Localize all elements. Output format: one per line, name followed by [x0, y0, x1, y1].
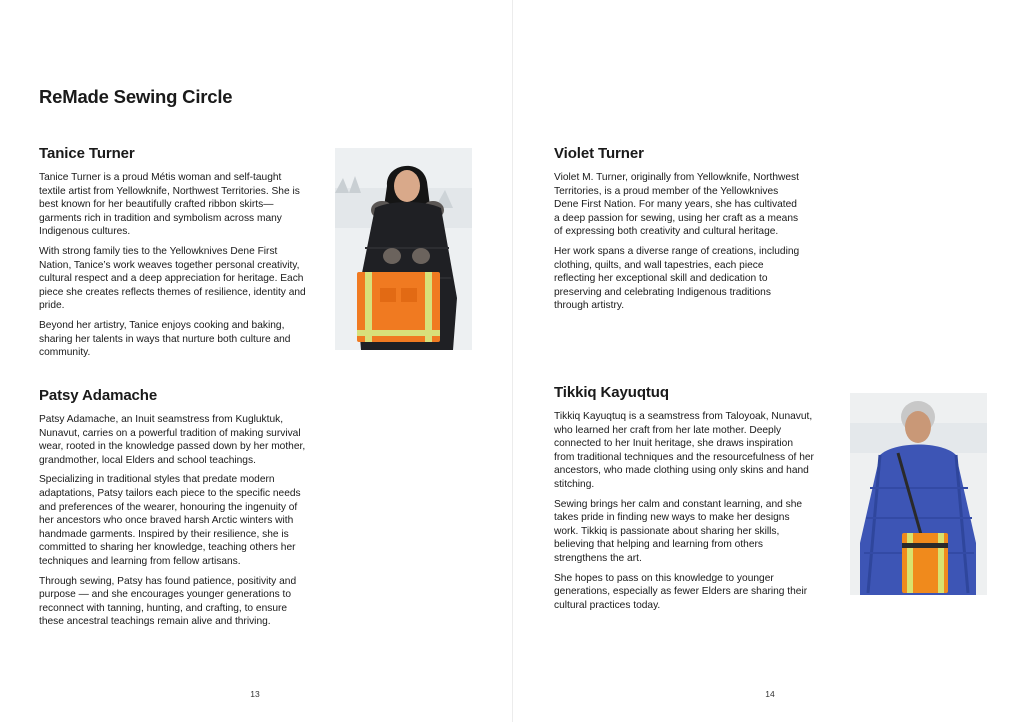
bio-paragraph: Sewing brings her calm and constant learning, and she takes pride in finding new ways to make her designs work. Tikkiq is passionate about sharing her skills, believing that helping and learning from others strengthens the art.	[554, 498, 803, 564]
profile-name-tikkiq: Tikkiq Kayuqtuq	[554, 384, 669, 401]
portrait-illustration-tikkiq	[850, 393, 987, 595]
bio-paragraph: Violet M. Turner, originally from Yellowknife, Northwest Territories, is a proud member of the Yellowknives Dene First Nation. For many years, she has cultivated a deep passion for sewing, using her craft as a means of expressing both creativity and cultural heritage.	[554, 172, 799, 238]
portrait-photo-tanice	[335, 148, 472, 350]
profile-bio-tanice	[39, 171, 307, 366]
page-number-left: 13	[250, 689, 260, 699]
bio-paragraph: Her work spans a diverse range of creations, including clothing, quilts, and wall tapestries, each piece reflecting her exceptional skill and dedication to preserving and celebrating Indigenous traditions through artistry.	[554, 245, 800, 312]
portrait-photo-tikkiq	[850, 393, 987, 595]
bio-paragraph: Tanice Turner is a proud Métis woman and self-taught textile artist from Yellowknife, Northwest Territories. She is best known for her beautifully crafted ribbon skirts—garments rich in tradition and symbolism across many Indigenous cultures.	[39, 172, 300, 238]
document-title: ReMade Sewing Circle	[39, 86, 233, 107]
bio-paragraph: Specializing in traditional styles that predate modern adaptations, Patsy tailors each piece to the specific needs and preferences of the wearer, honouring the ingenuity of her ancestors who once braved harsh Arctic winters with handmade garments. Inspired by their resilience, she is committed to sharing her knowledge, teaching others her techniques and learning from fellow artisans.	[39, 474, 301, 567]
profile-bio-violet	[554, 171, 802, 319]
bio-paragraph: With strong family ties to the Yellowknives Dene First Nation, Tanice’s work weaves together personal creativity, cultural respect and a deep appreciation for heritage. Each piece she creates reflects themes of resilience, identity and pride.	[39, 245, 306, 312]
bio-paragraph: She hopes to pass on this knowledge to younger generations, especially as fewer Elders are sharing their cultural practices today.	[554, 572, 808, 611]
profile-bio-tikkiq	[554, 410, 816, 618]
bio-paragraph: Through sewing, Patsy has found patience, positivity and purpose — and she encourages younger generations to reconnect with tanning, hunting, and crafting, to ensure these ancestral teachings remain alive and thriving.	[39, 575, 297, 628]
profile-bio-patsy	[39, 413, 307, 635]
bio-paragraph: Patsy Adamache, an Inuit seamstress from Kugluktuk, Nunavut, carries on a powerful tradition of making survival wear, rooted in the knowledge passed down by her mother, grandmother, local Elders and school teachings.	[39, 414, 306, 466]
profile-name-patsy: Patsy Adamache	[39, 387, 158, 404]
portrait-illustration-tanice	[335, 148, 472, 350]
bio-paragraph: Tikkiq Kayuqtuq is a seamstress from Taloyoak, Nunavut, who learned her craft from her late mother. Deeply connected to her Inuit heritage, she draws inspiration from traditional techniques and the resourcefulness of her ancestors, who made clothing using only skins and hand stitching.	[554, 411, 814, 490]
profile-name-violet: Violet Turner	[554, 145, 644, 162]
bio-paragraph: Beyond her artistry, Tanice enjoys cooking and baking, sharing her talents in ways that nurture both culture and community.	[39, 319, 291, 359]
page-number-right: 14	[765, 689, 775, 699]
page-right	[512, 0, 1024, 722]
profile-name-tanice: Tanice Turner	[39, 145, 135, 162]
